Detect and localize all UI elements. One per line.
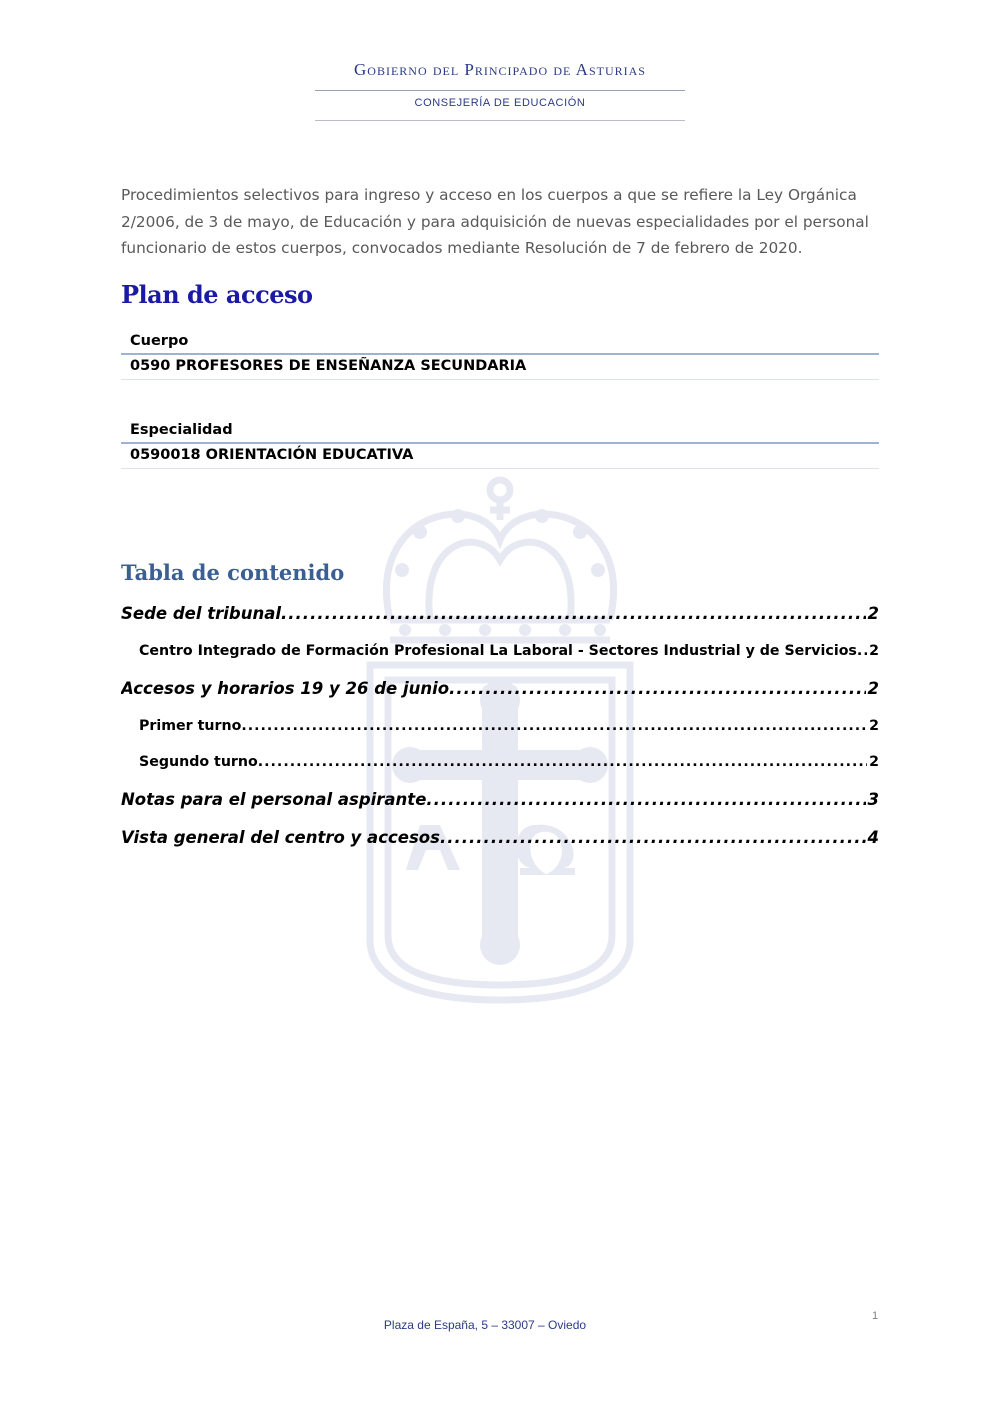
especialidad-value: 0590018 ORIENTACIÓN EDUCATIVA [130, 447, 414, 463]
toc-leader-dots [857, 643, 867, 659]
especialidad-divider [121, 442, 879, 444]
footer-address: Plaza de España, 5 – 33007 – Oviedo [383, 1318, 587, 1332]
toc-leader-dots [281, 604, 866, 623]
toc-entry-page: 2 [867, 604, 879, 623]
header-title: Gobierno del Principado de Asturias [354, 60, 646, 79]
toc-entry-page: 2 [867, 679, 879, 698]
toc-entry-text: Segundo turno [139, 754, 258, 770]
header-divider-bottom [315, 120, 685, 121]
toc-entry-accesos-y-horarios[interactable] [121, 679, 879, 698]
page-title: Plan de acceso [121, 280, 313, 309]
toc-entry-vista-general[interactable] [121, 828, 879, 847]
header-subtitle: CONSEJERÍA DE EDUCACIÓN [414, 97, 586, 109]
toc-leader-dots [449, 679, 865, 698]
especialidad-label: Especialidad [130, 422, 233, 438]
toc-entry-page: 2 [869, 754, 879, 770]
page-number: 1 [872, 1310, 879, 1322]
toc-entry-text: Notas para el personal aspirante [121, 790, 427, 809]
toc-title: Tabla de contenido [121, 560, 345, 585]
toc-entry-page: 3 [867, 790, 879, 809]
toc-leader-dots [258, 754, 867, 770]
toc-entry-text: Vista general del centro y accesos [121, 828, 440, 847]
toc-entry-sede-del-tribunal[interactable] [121, 604, 879, 623]
toc-leader-dots [426, 790, 865, 809]
header-divider-top [315, 90, 685, 91]
toc-entry-page: 2 [869, 718, 879, 734]
toc-entry-page: 2 [869, 643, 879, 659]
toc-entry-text: Centro Integrado de Formación Profesional La Laboral - Sectores Industrial y de Servicios [139, 643, 857, 659]
cuerpo-underline [121, 379, 879, 380]
intro-paragraph: Procedimientos selectivos para ingreso y acceso en los cuerpos a que se refiere la Ley Orgánica 2/2006, de 3 de mayo, de Educación y para adquisición de nuevas especialidades por el personal funcionario de estos cuerpos, convocados mediante Resolución de 7 de febrero de 2020. [121, 186, 869, 257]
cuerpo-divider [121, 353, 879, 355]
coat-of-arms-watermark-icon [360, 470, 640, 1010]
toc-leader-dots [440, 828, 866, 847]
toc-leader-dots [241, 718, 867, 734]
toc-entry-centro-integrado[interactable] [139, 643, 879, 659]
toc-entry-notas-personal-aspirante[interactable] [121, 790, 879, 809]
cuerpo-value: 0590 PROFESORES DE ENSEÑANZA SECUNDARIA [130, 358, 527, 374]
toc-entry-text: Sede del tribunal [121, 604, 281, 623]
toc-entry-segundo-turno[interactable] [139, 754, 879, 770]
toc-entry-text: Accesos y horarios 19 y 26 de junio [121, 679, 450, 698]
toc-entry-text: Primer turno [139, 718, 242, 734]
especialidad-underline [121, 468, 879, 469]
toc-entry-primer-turno[interactable] [139, 718, 879, 734]
toc-entry-page: 4 [867, 828, 879, 847]
cuerpo-label: Cuerpo [130, 333, 189, 349]
